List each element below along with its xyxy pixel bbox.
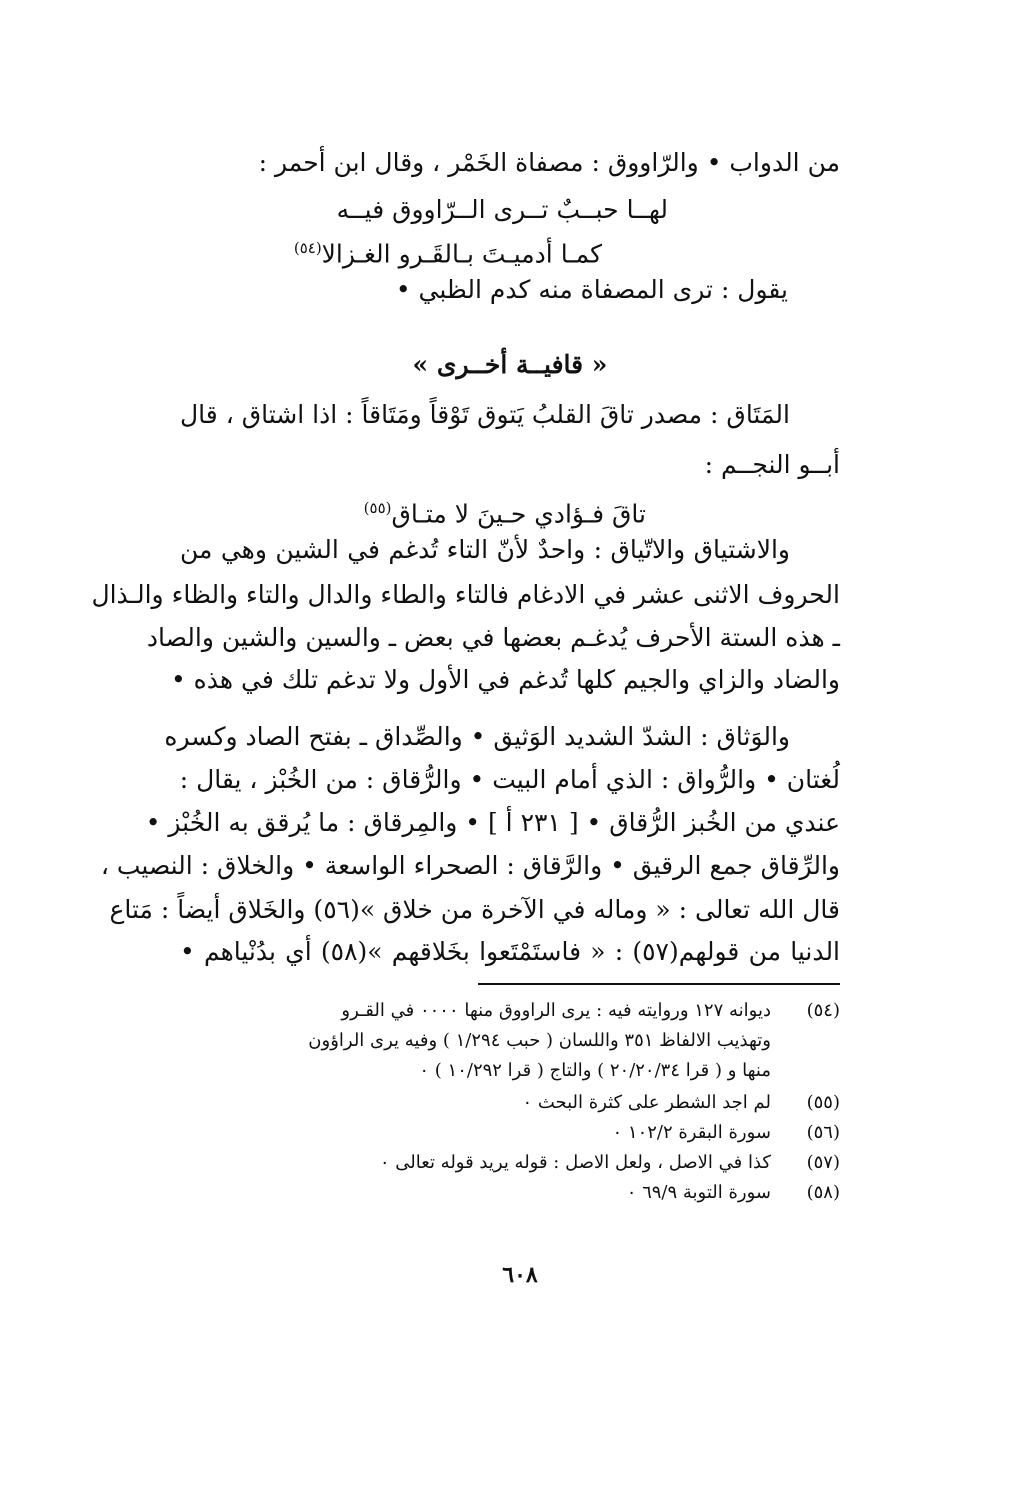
footnote-text: منها و ( قرا ٢٠/٢٠/٣٤ ) والتاج ( قرا ١٠/٢٩٢ ) ٠	[419, 1060, 771, 1081]
text-line: ـ هذه الستة الأحرف يُدغـم بعضها في بعض ـ والسين والشين والصاد	[146, 623, 840, 652]
text-line: المَتَاق : مصدر تاقَ القلبُ يَتوق تَوْقاً ومَتَاقاً : اذا اشتاق ، قال	[180, 400, 790, 429]
text-line: الدنيا من قولهم(٥٧) : « فاستَمْتَعوا بخَلاقهم »(٥٨) أي بدُنْياهم •	[180, 937, 841, 966]
footnote-text: سورة البقرة ١٠٢/٢ ٠	[612, 1122, 771, 1143]
footnote-ref: (٥٤)	[293, 239, 322, 257]
verse-line	[364, 488, 646, 534]
footnote-ref: (٥٥)	[363, 499, 392, 517]
text-line: والاشتياق والاتّياق : واحدٌ لأنّ التاء تُدغم في الشين وهي من	[180, 535, 790, 564]
text-line: عندي من الخُبز الرُّقاق • [ ٢٣١ أ ] • والمِرقاق : ما يُرقق به الخُبْز •	[145, 808, 840, 837]
footnote-text: سورة التوبة ٦٩/٩ ٠	[626, 1182, 771, 1203]
footnote-number: (٥٨)	[806, 1182, 840, 1203]
text-line: يقول : ترى المصفاة منه كدم الظبي •	[395, 275, 788, 304]
verse-text: كمـا أدميـتَ بـالقَـرو الغـزالا	[321, 239, 602, 269]
text-line: والرِّقاق جمع الرقيق • والرَّقاق : الصحراء الواسعة • والخلاق : النصيب ،	[100, 851, 840, 880]
text-line: والوَثاق : الشدّ الشديد الوَثيق • والصِّداق ـ بفتح الصاد وكسره	[164, 722, 790, 751]
footnote-number: (٥٤)	[806, 1000, 840, 1021]
text-line: لُغتان • والرُّواق : الذي أمام البيت • والرُّقاق : من الخُبْز ، يقال :	[179, 765, 840, 794]
page-number: ٦٠٨	[502, 1262, 538, 1288]
footnote-text: كذا في الاصل ، ولعل الاصل : قوله يريد قوله تعالى ٠	[379, 1152, 771, 1173]
footnote-separator	[478, 983, 840, 985]
footnote-text: ديوانه ١٢٧ وروايته فيه : يرى الراووق منها ٠٠٠٠ في القـرو	[341, 1000, 771, 1021]
section-heading: « قافيــة أخــرى »	[412, 350, 608, 379]
text-line: من الدواب • والرّاووق : مصفاة الخَمْر ، وقال ابن أحمر :	[258, 148, 840, 177]
text-line: والضاد والزاي والجيم كلها تُدغم في الأول ولا تدغم تلك في هذه •	[170, 665, 840, 694]
footnote-number: (٥٧)	[806, 1152, 840, 1173]
text-line: أبــو النجــم :	[704, 450, 840, 479]
footnote-text: وتهذيب الالفاظ ٣٥١ واللسان ( حبب ١/٢٩٤ ) وفيه يرى الراؤون	[308, 1030, 771, 1051]
verse-hemistich	[294, 228, 602, 274]
text-line: الحروف الاثنى عشر في الادغام فالتاء والطاء والدال والتاء والظاء والـذال	[91, 580, 840, 609]
verse-hemistich: لهــا حبــبٌ تــرى الــرّاووق فيــه	[336, 195, 668, 224]
text-line: قال الله تعالى : « وماله في الآخرة من خلاق »(٥٦) والخَلاق أيضاً : مَتاع	[109, 895, 840, 924]
footnote-text: لم اجد الشطر على كثرة البحث ٠	[522, 1092, 771, 1113]
footnote-number: (٥٥)	[806, 1092, 840, 1113]
verse-text: تاقَ فـؤادي حـينَ لا متـاق	[391, 499, 646, 529]
footnote-number: (٥٦)	[806, 1122, 840, 1143]
